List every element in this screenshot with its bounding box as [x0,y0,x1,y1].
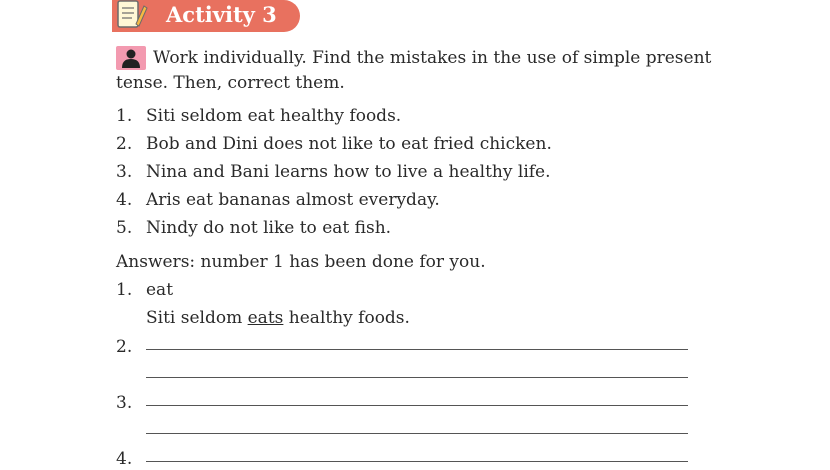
example-before: Siti seldom [146,308,248,328]
answer-line[interactable] [146,377,688,378]
item-number: 2. [116,134,133,154]
item-text: Aris eat bananas almost everyday. [146,190,440,210]
answer-line[interactable] [146,405,688,406]
item-number: 1. [116,106,133,126]
individual-work-icon [116,46,146,70]
answer-blank-number: 4. [116,449,133,469]
answer-example-sentence [146,307,410,329]
item-text: Nina and Bani learns how to live a healthy life. [146,162,551,182]
item-text: Bob and Dini does not like to eat fried chicken. [146,134,552,154]
instruction-line-1: Work individually. Find the mistakes in the use of simple present [153,48,712,68]
example-underlined: eats [247,308,284,328]
item-text: Nindy do not like to eat fish. [146,218,392,238]
example-word: eat [146,280,174,300]
list-item [116,161,551,183]
item-number: 4. [116,190,133,210]
example-after: healthy foods. [283,308,410,328]
activity-title: Activity 3 [166,2,277,27]
answer-line[interactable] [146,433,688,434]
item-number: 1. [116,280,133,300]
instruction-line-2: tense. Then, correct them. [116,73,345,93]
answer-line[interactable] [146,461,688,462]
answer-example-word [116,279,173,301]
list-item [116,217,391,239]
answer-line[interactable] [146,349,688,350]
notebook-pencil-icon [112,0,148,32]
answer-blank-number: 2. [116,337,133,357]
answers-intro: Answers: number 1 has been done for you. [116,252,486,272]
item-text: Siti seldom eat healthy foods. [146,106,402,126]
answer-blank-number: 3. [116,393,133,413]
item-number: 3. [116,162,133,182]
list-item [116,105,401,127]
list-item [116,133,552,155]
list-item [116,189,440,211]
item-number: 5. [116,218,133,238]
